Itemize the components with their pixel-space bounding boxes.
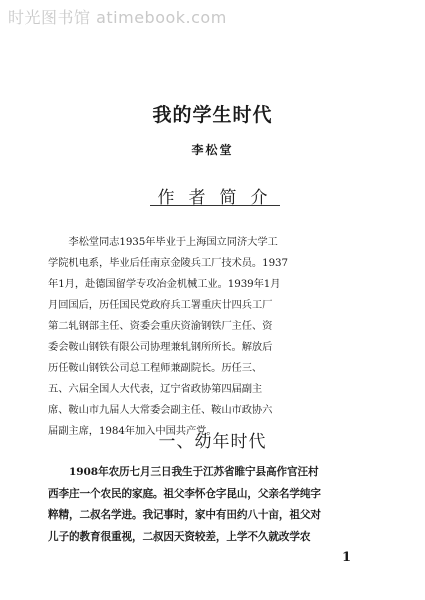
body-line: 粹精，二叔名学进。我记事时，家中有田约八十亩，祖父对 [48,509,321,521]
page-title: 我的学生时代 [152,104,273,126]
intro-line: 李松堂同志1935年毕业于上海国立同济大学工 [48,236,278,248]
intro-heading: 作者简介 [157,188,282,208]
body-line: 儿子的教育很重视，二叔因天资较差，上学不久就改学农 [48,530,311,543]
intro-line: 届副主席，1984年加入中国共产党。 [48,425,217,437]
intro-line: 月回国后，历任国民党政府兵工署重庆廿四兵工厂 [48,299,273,311]
author-intro-paragraph [48,232,373,442]
intro-line: 委会鞍山钢铁有限公司协理兼轧钢所所长。解放后 [48,341,273,353]
intro-line: 年1月，赴德国留学专攻冶金机械工业。1939年1月 [48,278,281,290]
intro-line: 学院机电系，毕业后任南京金陵兵工厂技术员。1937 [48,257,288,269]
body-line: 西李庄一个农民的家庭。祖父李怀仓字昆山，父亲名学纯字 [48,487,321,500]
intro-line: 历任鞍山钢铁公司总工程师兼副院长。历任三、 [48,362,263,374]
watermark: 时光图书馆 atimebook.com [8,8,227,27]
body-paragraph [48,462,378,548]
intro-line: 第二轧钢部主任、资委会重庆资渝钢铁厂主任、资 [48,320,273,332]
intro-line: 五、六届全国人大代表，辽宁省政协第四届副主 [48,383,263,395]
intro-line: 席、鞍山市九届人大常委会副主任、鞍山市政协六 [48,404,273,416]
body-line: 1908年农历七月三日我生于江苏省睢宁县高作官汪村 [48,466,319,478]
chapter-heading: 一、幼年时代 [158,432,267,452]
heading-divider [150,205,280,206]
page-number: 1 [342,550,352,565]
author-name: 李松堂 [191,143,234,157]
